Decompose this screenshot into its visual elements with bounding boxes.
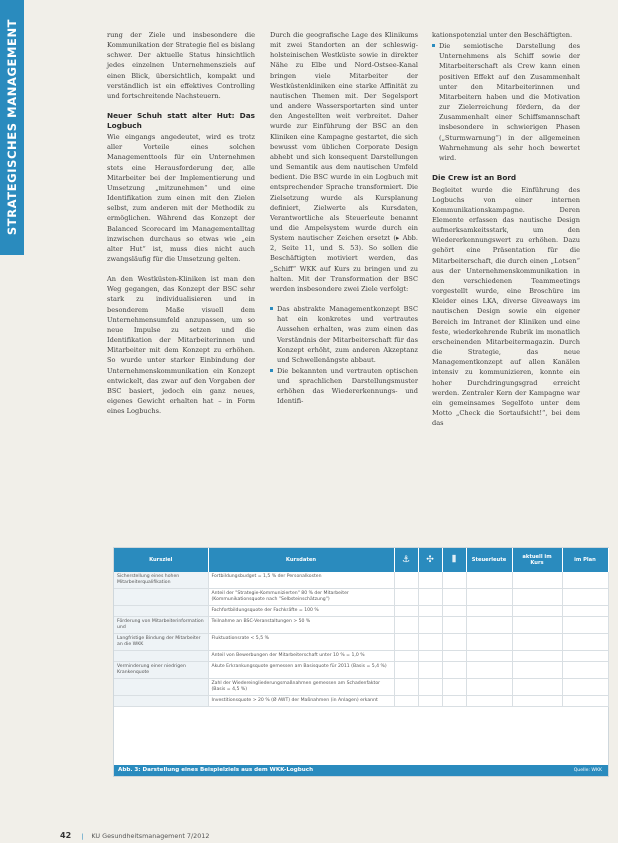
paragraph: Begleitet wurde die Einführung des Logbuchs von einer internen Kommunikationskampagne. Deren Elemente erfassen das nautische Design aufmerksamkeitsstark, um den Wiedererkennungswert zu erhöhen. Dazu gehört eine Präsentation für die Mitarbeiterschaft, die durch einen „Lotsen“ aus der Unternehmenskommunikation in den verschiedenen Teammeetings vorgestellt wurde, eine Broschüre im Kleider eines LKA, diverse Giveaways im nautischen Design sowie ein eigener Bereich im Intranet der Kliniken und eine feste, wiederkehrende Rubrik im monatlich erscheinenden Mitarbeitermagazin. Durch die Strategie, das neue Managementkonzept auf allen Kanälen intensiv zu kommunizieren, konnte ein hoher Durchdringungsgrad erreicht werden. Zentraler Kern der Kampagne war ein gemeinsames Segelfoto unter dem Motto „Check die Sortaufsicht!“, bei dem das xyxy=(432,185,580,428)
cell-empty xyxy=(442,651,466,662)
table-row xyxy=(114,651,608,662)
cell-kursdaten: Investitionsquote > 20 % (Ø AWT) der Maßnahmen (in Anlagen) erkannt xyxy=(208,696,394,707)
cell-empty xyxy=(466,696,512,707)
cell-kursziel: Förderung von Mitarbeiterinformation und xyxy=(114,617,208,634)
logbook-table xyxy=(114,548,609,707)
cell-kursdaten: Fluktuationsrate < 5,5 % xyxy=(208,634,394,651)
cell-kursdaten: Fortbildungsbudget = 1,5 % der Personalkosten xyxy=(208,572,394,589)
anchor-icon: ⚓ xyxy=(394,548,418,572)
bullet-list xyxy=(432,41,580,163)
cell-empty xyxy=(418,662,442,679)
section-label: STRATEGISCHES MANAGEMENT xyxy=(5,18,19,236)
cell-empty xyxy=(512,634,562,651)
header-kursdaten: Kursdaten xyxy=(208,548,394,572)
logbook-figure xyxy=(113,547,609,777)
cell-empty xyxy=(418,572,442,589)
cell-empty xyxy=(466,572,512,589)
cell-empty xyxy=(442,634,466,651)
paragraph: Durch die geografische Lage des Klinikums mit zwei Standorten an der schleswig-holsteinischen Westküste sowie in direkter Nähe zu Elbe und Nord-Ostsee-Kanal bringen viele Mitarbeiter der Westküstenkliniken eine starke Affinität zu nautischen Themen mit. Der Segelsport und andere Wassersportarten sind unter den Angestellten weit verbreitet. Daher wurde zur Einführung der BSC an den Kliniken eine Kampagne gestartet, die sich bewusst vom üblichen Corporate Design abhebt und sich konsequent Darstellungen und Semantik aus dem nautischen Umfeld bedient. Die BSC wurde in ein Logbuch mit entsprechender Sprache transformiert. Die Zielsetzung wurde als Kursplanung definiert, Zielwerte als Kursdaten, Verantwortliche als Steuerleute benannt und die Ampelsystem wurde durch ein System nautischer Zeichen ersetzt (▸ Abb. 2, Seite 11, und S. 53). So sollen die Beschäftigten motiviert werden, das „Schiff“ WKK auf Kurs zu bringen und zu halten. Mit der Transformation der BSC werden insbesondere zwei Ziele verfolgt: xyxy=(270,31,418,293)
cell-empty xyxy=(418,696,442,707)
page-footer xyxy=(60,831,209,840)
cell-empty xyxy=(562,662,608,679)
footer-separator: | xyxy=(81,832,84,840)
cell-kursziel: Langfristige Bindung der Mitarbeiter an die WKK xyxy=(114,634,208,651)
text-column-3 xyxy=(432,30,580,438)
cell-empty xyxy=(466,662,512,679)
paragraph: An den Westküsten-Kliniken ist man den Weg gegangen, das Konzept der BSC sehr stark zu individualisieren und in besonderem Maße visuell dem Unternehmensumfeld anzupassen, um so neue Impulse zu setzen und die Identifikation der Mitarbeiterinnen und Mitarbeiter mit dem Konzept zu erhöhen. So wurde unter starker Einbindung der Unternehmenskommunikation ein Konzept entwickelt, das zwar auf den Vorgaben der BSC basiert, jedoch ein ganz neues, eigenes Gewicht erhalten hat – in Form eines Logbuchs. xyxy=(107,275,255,416)
cell-empty xyxy=(394,589,418,606)
text-column-2 xyxy=(270,30,418,408)
cell-empty xyxy=(394,696,418,707)
compass-icon: ✣ xyxy=(418,548,442,572)
cell-kursziel: Verminderung einer niedrigen Krankenquote xyxy=(114,662,208,679)
cell-empty xyxy=(512,696,562,707)
cell-empty xyxy=(562,679,608,696)
cell-empty xyxy=(418,606,442,617)
cell-empty xyxy=(442,679,466,696)
cell-empty xyxy=(394,606,418,617)
cell-empty xyxy=(394,679,418,696)
cell-empty xyxy=(562,696,608,707)
cell-empty xyxy=(394,617,418,634)
paragraph: rung der Ziele und insbesondere die Kommunikation der Strategie fiel es bislang schwer. Der aktuelle Status hinsichtlich jedes einzelnen Unternehmensziels auf einen Blick, übersichtlich, kompakt und verständlich ist ein effektives Controlling und fortschreitende Nachsteuern. xyxy=(107,31,255,100)
cell-empty xyxy=(512,651,562,662)
cell-empty xyxy=(418,679,442,696)
section-heading: Neuer Schuh statt alter Hut: Das Logbuch xyxy=(107,111,255,130)
table-row xyxy=(114,634,608,651)
cell-empty xyxy=(418,634,442,651)
section-heading: Die Crew ist an Bord xyxy=(432,173,517,183)
cell-empty xyxy=(418,651,442,662)
table-row xyxy=(114,606,608,617)
cell-kursziel xyxy=(114,606,208,617)
cell-empty xyxy=(394,651,418,662)
cell-kursdaten: Fachfortbildungsquote der Fachkräfte = 100 % xyxy=(208,606,394,617)
cell-empty xyxy=(512,679,562,696)
cell-kursdaten: Anteil der "Strategie-Kommunizierten" 80 % der Mitarbeiter (Kommunikationsquote nach "Selbsteinschätzung") xyxy=(208,589,394,606)
table-row xyxy=(114,662,608,679)
cell-empty xyxy=(512,589,562,606)
bullet-item: Die semiotische Darstellung des Unternehmens als Schiff sowie der Mitarbeiterschaft als Crew kann einen positiven Effekt auf den Zusammenhalt unter den Mitarbeiterinnen und Mitarbeitern haben und die Motivation zur Zielerreichung fördern, da der Zusammenhalt einer Schiffsmannschaft insbesondere in schwierigen Phasen („Sturmwarnung“) in der allgemeinen Wahrnehmung als sehr hoch bewertet wird. xyxy=(432,41,580,163)
table-row xyxy=(114,589,608,606)
cell-empty xyxy=(512,662,562,679)
cell-kursziel: Sicherstellung eines hohen Mitarbeiterqualifikation xyxy=(114,572,208,589)
table-header-row xyxy=(114,548,608,572)
cell-empty xyxy=(512,572,562,589)
cell-empty xyxy=(442,606,466,617)
bullet-item: Das abstrakte Managementkonzept BSC hat ein konkretes und vertrautes Aussehen erhalten, was zum einen das Verständnis der Mitarbeiterschaft für das Konzept erhöht, zum anderen Akzeptanz und Schwellenängste abbaut. xyxy=(270,304,418,365)
bullet-item: Die bekannten und vertrauten optischen und sprachlichen Darstellungsmuster erhöhen das Wiedererkennungs- und Identifi- xyxy=(270,366,418,407)
cell-empty xyxy=(466,606,512,617)
cell-empty xyxy=(394,572,418,589)
cell-kursdaten: Teilnahme an BSC-Veranstaltungen > 50 % xyxy=(208,617,394,634)
cell-empty xyxy=(512,617,562,634)
cell-empty xyxy=(562,589,608,606)
cell-kursziel xyxy=(114,589,208,606)
cell-empty xyxy=(562,606,608,617)
table-row xyxy=(114,696,608,707)
table-row xyxy=(114,679,608,696)
cell-empty xyxy=(442,617,466,634)
cell-kursziel xyxy=(114,651,208,662)
text-column-1 xyxy=(107,30,255,426)
cell-kursdaten: Anteil von Bewerbungen der Mitarbeiterschaft unter 10 % = 1,0 % xyxy=(208,651,394,662)
cell-empty xyxy=(466,617,512,634)
header-im-plan: im Plan xyxy=(562,548,608,572)
cell-empty xyxy=(466,589,512,606)
cell-kursdaten: Akute Erkrankungsquote gemessen am Basisquote für 2011 (Basis = 5,4 %) xyxy=(208,662,394,679)
cell-empty xyxy=(562,617,608,634)
buoy-icon: ⫴ xyxy=(442,548,466,572)
cell-empty xyxy=(442,572,466,589)
section-tab xyxy=(0,0,24,255)
cell-empty xyxy=(418,589,442,606)
cell-empty xyxy=(562,634,608,651)
figure-caption: Abb. 3: Darstellung eines Beispielziels aus dem WKK-Logbuch xyxy=(118,767,314,773)
cell-empty xyxy=(418,617,442,634)
table-row xyxy=(114,617,608,634)
cell-empty xyxy=(394,634,418,651)
header-kursziel: Kursziel xyxy=(114,548,208,572)
cell-kursziel xyxy=(114,696,208,707)
cell-empty xyxy=(394,662,418,679)
cell-empty xyxy=(466,679,512,696)
cell-empty xyxy=(442,589,466,606)
cell-empty xyxy=(562,651,608,662)
cell-empty xyxy=(466,634,512,651)
table-row xyxy=(114,572,608,589)
bullet-list xyxy=(270,304,418,407)
cell-empty xyxy=(562,572,608,589)
cell-kursziel xyxy=(114,679,208,696)
cell-kursdaten: Zahl der Wiedereingliederungsmaßnahmen gemessen am Schadenfaktor (Basis = 4,5 %) xyxy=(208,679,394,696)
cell-empty xyxy=(442,696,466,707)
page-number: 42 xyxy=(60,831,72,840)
paragraph: kationspotenzial unter den Beschäftigten. xyxy=(432,31,573,39)
header-steuerleute: Steuerleute xyxy=(466,548,512,572)
figure-source: Quelle: WKK xyxy=(573,768,602,773)
paragraph: Wie eingangs angedeutet, wird es trotz aller Vorteile eines solchen Managementtools für ein Unternehmen stets eine Herausforderung der, alle Mitarbeiter bei der Implementierung und Umsetzung „mitzunehmen“ und eine Identifikation zum einen mit den Zielen selbst, zum anderen mit der Methodik zu ermöglichen. Während das Konzept der Balanced Scorecard im Managementalltag inzwischen durchaus so etwas wie „ein alter Hut“ ist, muss dies nicht auch zwangsläufig für die Umsetzung gelten. xyxy=(107,133,255,263)
journal-name: KU Gesundheitsmanagement 7/2012 xyxy=(91,832,210,840)
cell-empty xyxy=(442,662,466,679)
header-aktuell: aktuell im Kurs xyxy=(512,548,562,572)
cell-empty xyxy=(466,651,512,662)
figure-caption-bar xyxy=(114,765,608,776)
cell-empty xyxy=(512,606,562,617)
